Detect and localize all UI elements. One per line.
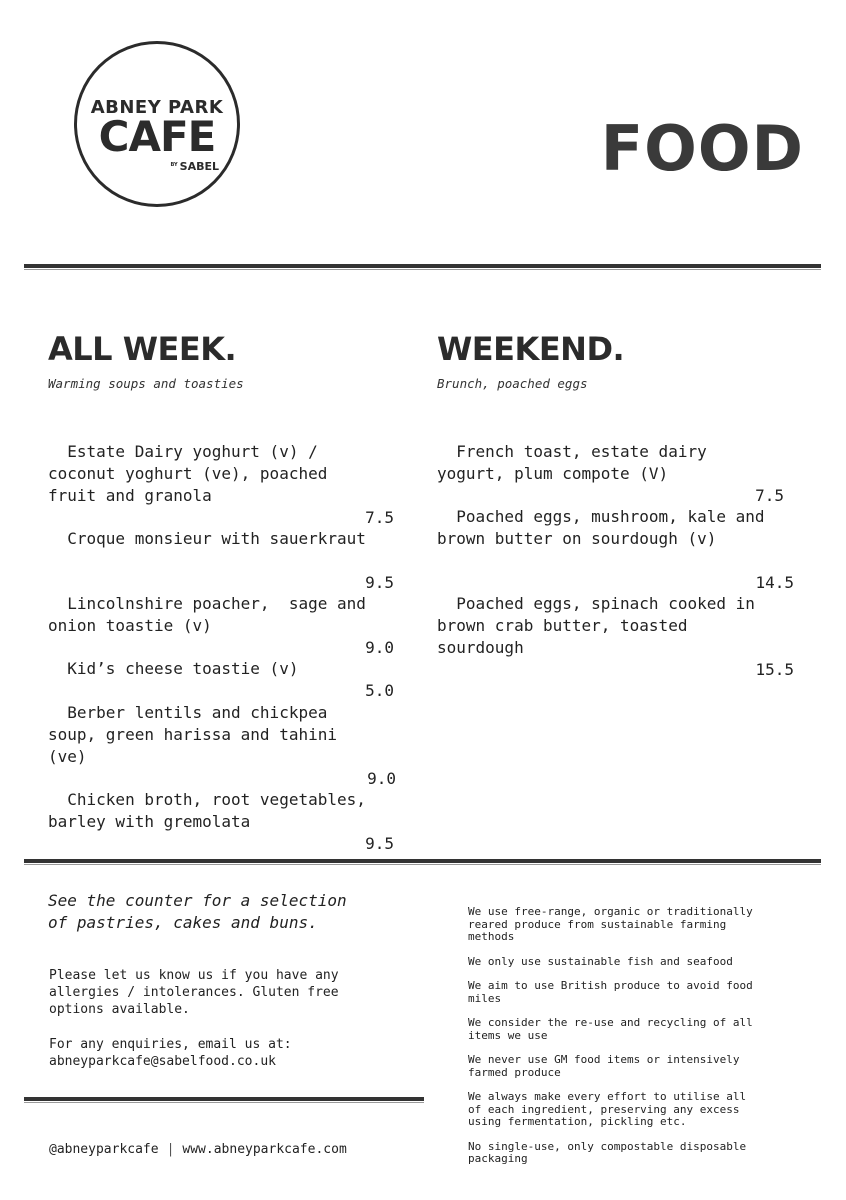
menu-item-name: Chicken broth, root vegetables, barley with gremolata (48, 790, 366, 831)
menu-item-name: Estate Dairy yoghurt (v) / coconut yoghurt (ve), poached fruit and granola (48, 442, 328, 505)
cafe-logo (74, 41, 240, 207)
value-item: We aim to use British produce to avoid food miles (468, 979, 753, 1005)
menu-item-price: 7.5 (755, 486, 784, 505)
all-week-subtitle: Warming soups and toasties (48, 376, 244, 391)
menu-item-price: 5.0 (365, 681, 394, 700)
enquiry-note: For any enquiries, email us at: abneyparkcafe@sabelfood.co.uk (49, 1037, 292, 1069)
menu-item-name: Poached eggs, spinach cooked in brown crab butter, toasted sourdough (437, 594, 755, 657)
menu-item-name: Poached eggs, mushroom, kale and brown butter on sourdough (v) (437, 507, 765, 548)
menu-item-price: 15.5 (755, 660, 794, 679)
values-list (468, 906, 808, 1178)
value-item: We never use GM food items or intensively farmed produce (468, 1053, 740, 1079)
allergy-note: Please let us know us if you have any allergies / intolerances. Gluten free options available. (49, 968, 339, 1017)
page-title: FOOD (600, 112, 804, 185)
footer-separator: | (166, 1142, 175, 1157)
weekend-subtitle: Brunch, poached eggs (437, 376, 588, 391)
website-link[interactable]: www.abneyparkcafe.com (182, 1142, 347, 1157)
menu-item-name: French toast, estate dairy yogurt, plum compote (V) (437, 442, 707, 483)
counter-note: See the counter for a selection of pastries, cakes and buns. (48, 891, 347, 932)
value-item: No single-use, only compostable disposable packaging (468, 1139, 747, 1165)
logo-line-2: CAFE (98, 112, 216, 161)
menu-item-price: 14.5 (755, 573, 794, 592)
menu-item (437, 571, 794, 681)
menu-item-name: Croque monsieur with sauerkraut (67, 529, 366, 548)
social-handle[interactable]: @abneyparkcafe (49, 1142, 159, 1157)
menu-item-price: 9.5 (365, 573, 394, 592)
logo-byline (170, 160, 219, 173)
value-item: We use free-range, organic or traditionally reared produce from sustainable farming methods (468, 905, 753, 943)
menu-item (48, 767, 394, 855)
logo-brand: SABEL (179, 160, 219, 173)
menu-item-name: Lincolnshire poacher, sage and onion toastie (v) (48, 594, 366, 635)
logo-line-1: ABNEY PARK (90, 97, 224, 118)
menu-item-price: 9.0 (367, 769, 396, 788)
logo-by: BY (170, 162, 178, 168)
value-item: We always make every effort to utilise all of each ingredient, preserving any excess using fermentation, pickling etc. (468, 1090, 747, 1128)
weekend-title: WEEKEND. (437, 330, 625, 368)
value-item: We consider the re-use and recycling of all items we use (468, 1016, 753, 1042)
menu-item-price: 7.5 (365, 508, 394, 527)
bottom-left-divider (24, 1097, 424, 1101)
menu-item-name: Berber lentils and chickpea soup, green harissa and tahini (ve) (48, 703, 337, 766)
menu-item-price: 9.0 (365, 638, 394, 657)
all-week-title: ALL WEEK. (48, 330, 237, 368)
middle-divider (24, 859, 821, 863)
menu-item-name: Kid’s cheese toastie (v) (67, 659, 299, 678)
top-divider (24, 264, 821, 268)
value-item: We only use sustainable fish and seafood (468, 954, 733, 968)
menu-item-price: 9.5 (365, 834, 394, 853)
footer (49, 1142, 347, 1157)
